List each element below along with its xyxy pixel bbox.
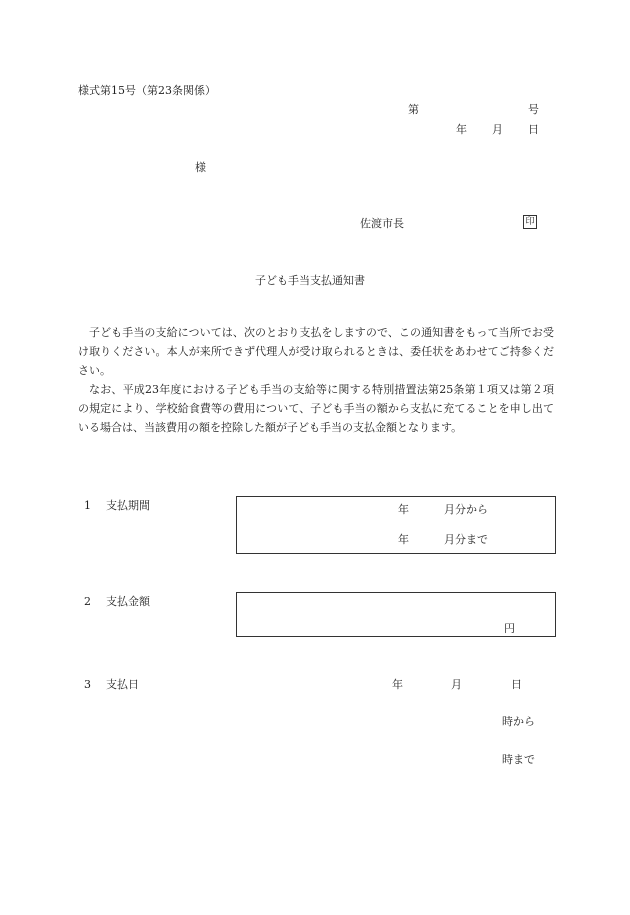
period-from-month: 月分から bbox=[444, 503, 488, 516]
item-3-label: 支払日 bbox=[106, 678, 139, 691]
payment-date-month: 月 bbox=[451, 678, 462, 691]
payment-time-to: 時まで bbox=[502, 753, 535, 766]
item-1-number: 1 bbox=[84, 499, 91, 512]
item-2-number: 2 bbox=[84, 595, 91, 608]
addressee-suffix: 様 bbox=[195, 161, 206, 174]
period-from-year: 年 bbox=[398, 503, 409, 516]
seal-mark bbox=[523, 215, 537, 229]
body-paragraph-1: 子ども手当の支給については、次のとおり支払をしますので、この通知書をもって当所でお受け取りください。本人が来所できず代理人が受け取られるときは、委任状をあわせてご持参ください。 bbox=[78, 326, 554, 377]
date-day-label: 日 bbox=[528, 123, 539, 136]
doc-number-suffix: 号 bbox=[528, 103, 539, 116]
date-year-label: 年 bbox=[456, 123, 467, 136]
item-3-number: 3 bbox=[84, 678, 91, 691]
payment-date-day: 日 bbox=[511, 678, 522, 691]
issuer-name: 佐渡市長 bbox=[360, 217, 404, 230]
item-1-label: 支払期間 bbox=[106, 499, 150, 512]
payment-date-year: 年 bbox=[392, 678, 403, 691]
seal-text: 印 bbox=[525, 216, 535, 227]
form-number: 様式第15号（第23条関係） bbox=[78, 84, 216, 97]
body-paragraph-2: なお、平成23年度における子ども手当の支給等に関する特別措置法第25条第１項又は第２項の規定により、学校給食費等の費用について、子ども手当の額から支払に充てることを申し出ている場合は、当該費用の額を控除した額が子ども手当の支払金額となります。 bbox=[78, 383, 554, 434]
payment-period-box bbox=[236, 496, 556, 554]
period-to-month: 月分まで bbox=[444, 533, 488, 546]
payment-time-from: 時から bbox=[502, 715, 535, 728]
amount-unit: 円 bbox=[504, 622, 515, 635]
date-month-label: 月 bbox=[492, 123, 503, 136]
doc-number-prefix: 第 bbox=[408, 103, 419, 116]
period-to-year: 年 bbox=[398, 533, 409, 546]
item-2-label: 支払金額 bbox=[106, 595, 150, 608]
payment-amount-box bbox=[236, 592, 556, 637]
document-title: 子ども手当支払通知書 bbox=[255, 274, 365, 287]
